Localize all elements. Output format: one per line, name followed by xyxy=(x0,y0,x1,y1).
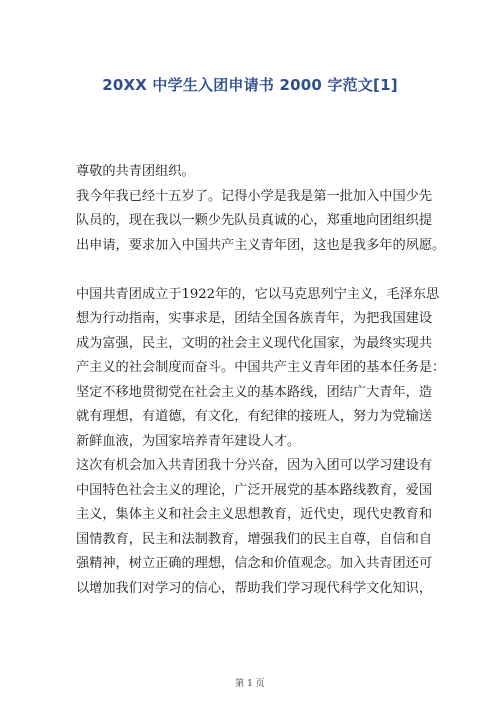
text-line: 中国特色社会主义的理论，广泛开展党的基本路线教育，爱国 xyxy=(76,482,433,498)
paragraph-motivation xyxy=(76,454,436,601)
document-body xyxy=(76,160,446,601)
text-line: 新鲜血液，为国家培养青年建设人才。 xyxy=(76,433,301,449)
text-line: 想为行动指南，实事求是，团结全国各族青年，为把我国建设 xyxy=(76,311,433,326)
text-line: 强精神，树立正确的理想，信念和价值观念。加入共青团还可 xyxy=(76,556,433,571)
paragraph-gap xyxy=(76,258,436,283)
text-line: 坚定不移地贯彻党在社会主义的基本路线，团结广大青年，造 xyxy=(76,384,433,400)
text-line: 队员的，现在我以一颗少先队员真诚的心，郑重地向团组织提 xyxy=(76,213,433,228)
text-line: 尊敬的共青团组织。 xyxy=(76,164,195,179)
text-line: 我今年我已经十五岁了。记得小学是我是第一批加入中国少先 xyxy=(76,188,433,204)
text-line: 产主义的社会制度而奋斗。中国共产主义青年团的基本任务是： xyxy=(76,360,446,375)
text-line: 以增加我们对学习的信心，帮助我们学习现代科学文化知识， xyxy=(76,580,433,596)
text-line: 中国共青团成立于1922年的，它以马克思列宁主义，毛泽东思 xyxy=(76,286,440,302)
text-line: 成为富强，民主，文明的社会主义现代化国家，为最终实现共 xyxy=(76,335,433,351)
text-line: 出申请，要求加入中国共产主义青年团，这也是我多年的夙愿。 xyxy=(76,237,446,253)
text-line: 就有理想，有道德，有文化，有纪律的接班人，努力为党输送 xyxy=(76,409,433,424)
text-line: 这次有机会加入共青团我十分兴奋，因为入团可以学习建设有 xyxy=(76,458,433,473)
paragraph-salutation xyxy=(76,160,436,185)
document-title: 20XX 中学生入团申请书 2000 字范文[1] xyxy=(102,76,398,94)
paragraph-league-history xyxy=(76,283,446,455)
text-line: 主义，集体主义和社会主义思想教育，近代史，现代史教育和 xyxy=(76,507,433,522)
paragraph-intro xyxy=(76,185,446,259)
page-number: 第 1 页 xyxy=(235,679,265,689)
text-line: 国情教育，民主和法制教育，增强我们的民主自尊，自信和自 xyxy=(76,531,433,547)
